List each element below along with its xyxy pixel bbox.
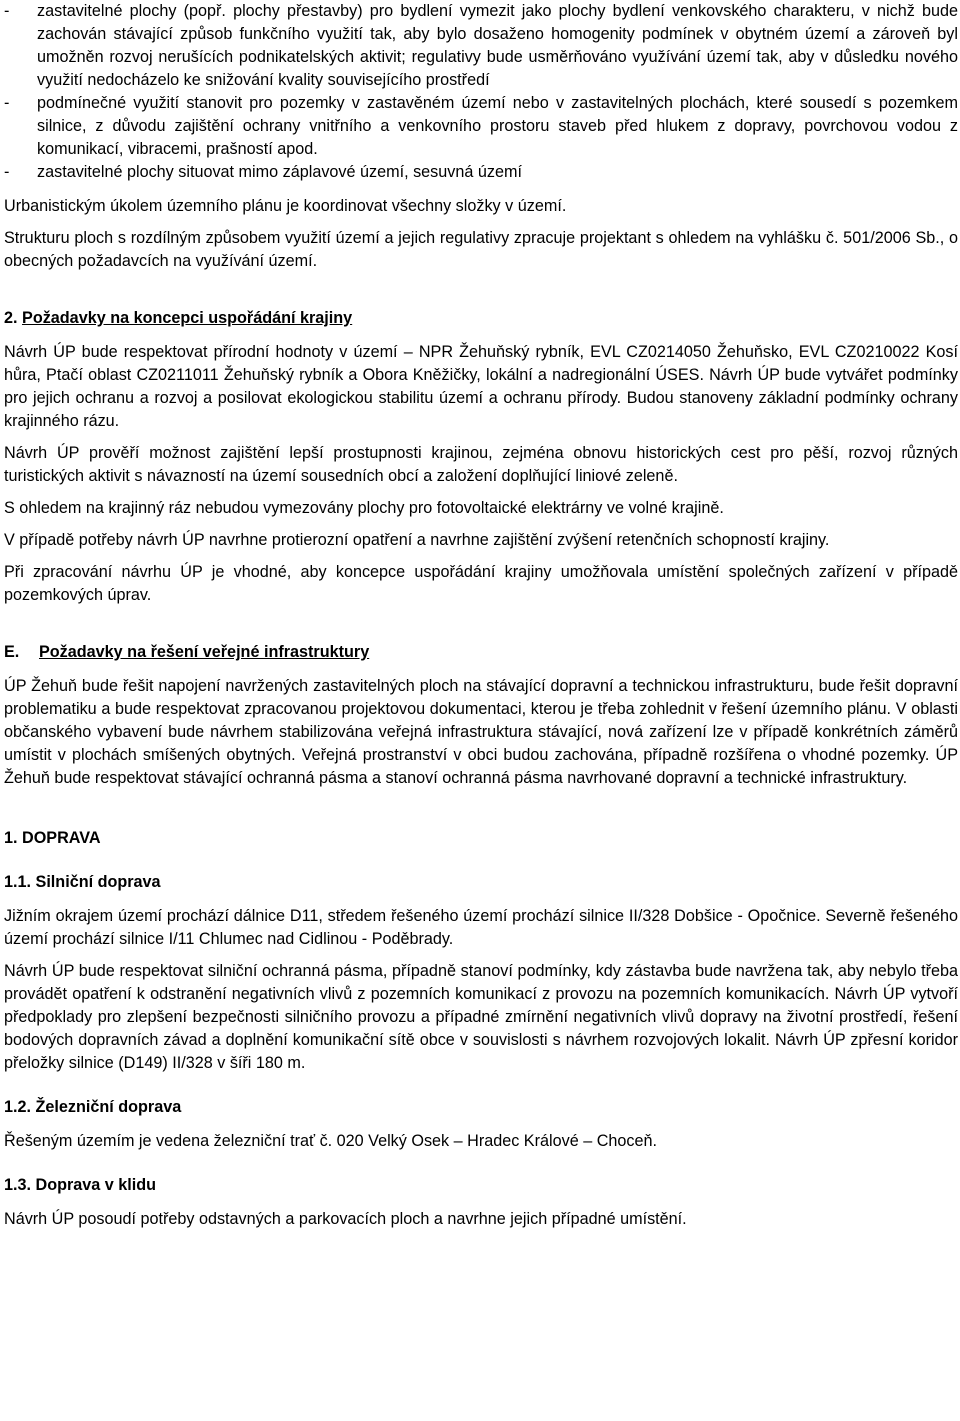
doprava-heading: 1. DOPRAVA (4, 829, 101, 847)
landscape-paragraph: S ohledem na krajinný ráz nebudou vymezovány plochy pro fotovoltaické elektrárny ve volné krajině. (4, 499, 724, 517)
bullet-item (4, 0, 958, 92)
silnicni-title: Silniční doprava (35, 873, 161, 891)
rail-paragraph: Řešeným územím je vedena železniční trať č. 020 Velký Osek – Hradec Králové – Choceň. (4, 1132, 657, 1150)
zeleznicni-number: 1.2. (4, 1098, 32, 1116)
parking-paragraph: Návrh ÚP posoudí potřeby odstavných a parkovacích ploch a navrhne jejich případné umístění. (4, 1210, 687, 1228)
silnicni-number: 1.1. (4, 873, 32, 891)
klid-heading (4, 1174, 958, 1197)
road-paragraph: Jižním okrajem území prochází dálnice D11, středem řešeného území prochází silnice II/328 Dobšice - Opočnice. Severně řešeného území prochází silnice I/11 Chlumec nad Cidlinou - Poděbrady. (4, 907, 958, 948)
infrastructure-paragraph: ÚP Žehuň bude řešit napojení navržených zastavitelných ploch na stávající dopravní a technickou infrastrukturu, bude řešit dopravní problematiku a bude respektovat zpracovanou projektovou dokumentaci, kterou je třeba zohlednit v řešení územního plánu. V oblasti občanského vybavení bude návrhem stabilizována veřejná infrastruktura stávající, nová zařízení lze v případě konkrétních záměrů umístit v plochách smíšených obytných. Veřejná prostranství v obci budou zachována, případně rozšířena o vhodné pozemky. ÚP Žehuň bude respektovat stávající ochranná pásma a stanoví ochranná pásma navrhované dopravní a technické infrastruktury. (4, 677, 958, 787)
landscape-paragraph: Při zpracování návrhu ÚP je vhodné, aby koncepce uspořádání krajiny umožňovala umístění společných zařízení v případě pozemkových úprav. (4, 563, 958, 604)
zeleznicni-heading (4, 1096, 958, 1119)
bullet-dash: - (4, 94, 10, 112)
bullet-text: zastavitelné plochy situovat mimo záplavové území, sesuvná území (37, 163, 522, 181)
landscape-paragraph: Návrh ÚP bude respektovat přírodní hodnoty v území – NPR Žehuňský rybník, EVL CZ0214050 Žehuňsko, EVL CZ0210022 Kosí hůra, Ptačí oblast CZ0211011 Žehuňský rybník a Obora Kněžičky, lokální a nadregionální ÚSES. Návrh ÚP bude vytvářet podmínky pro jejich ochranu a rozvoj a posilovat ekologickou stabilitu území a ochranu přírody. Budou stanoveny základní podmínky ochrany krajinného rázu. (4, 343, 958, 430)
road-paragraph: Návrh ÚP bude respektovat silniční ochranná pásma, případně stanoví podmínky, kdy zástavba bude navržena tak, aby nebylo třeba provádět opatření k odstranění negativních vlivů z pozemních komunikací z provozu na pozemních komunikacích. Návrh ÚP vytvoří předpoklady pro zlepšení bezpečnosti silničního provozu a případné zmírnění negativních vlivů dopravy na životní prostředí, řešení bodových dopravních závad a doplnění komunikační sítě obce v souvislosti s návrhem rozvojových lokalit. Návrh ÚP zpřesní koridor přeložky silnice (D149) II/328 v šíři 180 m. (4, 962, 958, 1072)
landscape-paragraph: V případě potřeby návrh ÚP navrhne protierozní opatření a navrhne zajištění zvýšení retenčních schopností krajiny. (4, 531, 830, 549)
intro-bullet-list (4, 0, 958, 184)
section-e-title: Požadavky na řešení veřejné infrastruktury (39, 643, 370, 661)
bullet-item (4, 161, 958, 184)
document-page (4, 0, 958, 1231)
section-e-heading (4, 641, 958, 664)
bullet-dash: - (4, 163, 10, 181)
structure-paragraph: Strukturu ploch s rozdílným způsobem využití území a jejich regulativy zpracuje projektant s ohledem na vyhlášku č. 501/2006 Sb., o obecných požadavcích na využívání území. (4, 229, 958, 270)
bullet-item (4, 92, 958, 161)
klid-number: 1.3. (4, 1176, 32, 1194)
section-2-heading (4, 307, 958, 330)
silnicni-heading (4, 871, 958, 894)
bullet-text: podmínečné využití stanovit pro pozemky v zastavěném území nebo v zastavitelných plochách, které sousedí s pozemkem silnice, z důvodu zajištění ochrany vnitřního a venkovního prostoru staveb před hlukem z dopravy, povrchovou vodou z komunikací, vibracemi, prašností apod. (37, 94, 958, 158)
landscape-paragraph: Návrh ÚP prověří možnost zajištění lepší prostupnosti krajinou, zejména obnovu historických cest pro pěší, rozvoj různých turistických aktivit s návazností na území sousedních obcí a založení doplňující liniové zeleně. (4, 444, 958, 485)
urbanism-paragraph: Urbanistickým úkolem územního plánu je koordinovat všechny složky v území. (4, 197, 567, 215)
section-2-title: Požadavky na koncepci uspořádání krajiny (22, 309, 353, 327)
section-2-number: 2. (4, 309, 18, 327)
bullet-dash: - (4, 2, 10, 20)
zeleznicni-title: Železniční doprava (35, 1098, 182, 1116)
section-e-letter: E. (4, 643, 20, 661)
bullet-text: zastavitelné plochy (popř. plochy přestavby) pro bydlení vymezit jako plochy bydlení venkovského charakteru, v nichž bude zachován stávající způsob funkčního využití tak, aby bylo dosaženo homogenity podmínek v obytném území a zároveň byl umožněn rozvoj nerušících podnikatelských aktivit; regulativy bude usměrňováno využívání území tak, aby v důsledku nového využití nedocházelo ke snižování kvality souvisejícího prostředí (37, 2, 958, 89)
klid-title: Doprava v klidu (35, 1176, 157, 1194)
